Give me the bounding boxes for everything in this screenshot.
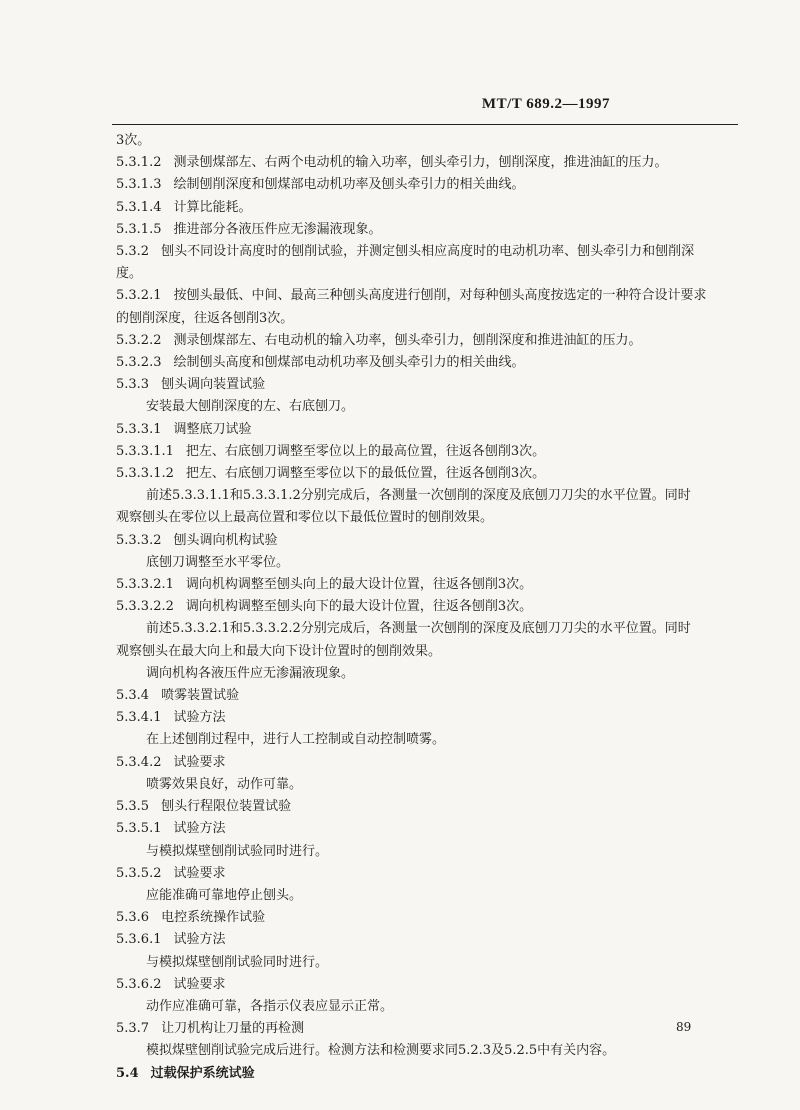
clause-text: 前述5.3.3.2.1和5.3.3.2.2分别完成后，各测量一次刨削的深度及底刨刀刀尖的水平位置。同时 xyxy=(146,621,691,637)
clause-number: 5.3.5.1 xyxy=(116,821,162,837)
clause-number: 5.3.3.1.2 xyxy=(116,466,174,482)
clause-text: 电控系统操作试验 xyxy=(161,910,266,926)
clause-line xyxy=(116,530,742,552)
clause-number: 5.3.1.5 xyxy=(116,221,162,237)
text-line xyxy=(116,663,742,685)
clause-number: 5.4 xyxy=(116,1065,139,1081)
clause-text: 动作应准确可靠，各指示仪表应显示正常。 xyxy=(146,998,394,1014)
clause-text: 安装最大刨削深度的左、右底刨刀。 xyxy=(146,399,355,415)
clause-number: 5.3.2 xyxy=(116,244,150,260)
clause-number: 5.3.7 xyxy=(116,1021,150,1037)
header-rule xyxy=(112,124,738,125)
text-line xyxy=(116,885,742,907)
clause-text: 把左、右底刨刀调整至零位以下的最低位置，往返各刨削3次。 xyxy=(185,466,546,482)
clause-number: 5.3.3 xyxy=(116,377,150,393)
clause-line xyxy=(116,1018,742,1040)
clause-text: 试验方法 xyxy=(173,710,226,726)
clause-text: 绘制刨削深度和刨煤部电动机功率及刨头牵引力的相关曲线。 xyxy=(173,177,525,193)
text-line xyxy=(116,618,742,640)
clause-line xyxy=(116,907,742,929)
clause-text: 度。 xyxy=(116,266,143,282)
clause-text: 调向机构各液压件应无渗漏液现象。 xyxy=(146,665,355,681)
clause-number: 5.3.1.2 xyxy=(116,155,162,171)
text-line xyxy=(116,507,742,529)
clause-text: 刨头调向机构试验 xyxy=(173,532,278,548)
text-line xyxy=(116,841,742,863)
text-line xyxy=(116,641,742,663)
clause-line xyxy=(116,419,742,441)
clause-number: 5.3.4.1 xyxy=(116,710,162,726)
text-line xyxy=(116,308,742,330)
text-line xyxy=(116,552,742,574)
clause-number: 5.3.2.1 xyxy=(116,288,162,304)
clause-number: 5.3.3.1.1 xyxy=(116,443,174,459)
text-line xyxy=(116,774,742,796)
clause-number: 5.3.3.2.1 xyxy=(116,577,174,593)
text-line xyxy=(116,485,742,507)
clause-text: 让刀机构让刀量的再检测 xyxy=(161,1021,305,1037)
clause-number: 5.3.4 xyxy=(116,688,150,704)
clause-text: 刨头行程限位装置试验 xyxy=(161,799,292,815)
clause-number: 5.3.6 xyxy=(116,910,150,926)
clause-text: 刨头不同设计高度时的刨削试验，并测定刨头相应高度时的电动机功率、刨头牵引力和刨削深 xyxy=(161,244,695,260)
clause-text: 调向机构调整至刨头向上的最大设计位置，往返各刨削3次。 xyxy=(185,577,533,593)
clause-text: 与模拟煤壁刨削试验同时进行。 xyxy=(146,954,329,970)
clause-text: 3次。 xyxy=(116,133,151,148)
clause-text: 推进部分各液压件应无渗漏液现象。 xyxy=(173,221,382,237)
clause-text: 喷雾效果良好，动作可靠。 xyxy=(146,776,303,792)
text-line xyxy=(116,263,742,285)
clause-line xyxy=(116,352,742,374)
clause-line xyxy=(116,752,742,774)
text-line xyxy=(116,952,742,974)
clause-text: 测录刨煤部左、右两个电动机的输入功率，刨头牵引力，刨削深度，推进油缸的压力。 xyxy=(173,155,668,171)
clause-text: 模拟煤壁刨削试验完成后进行。检测方法和检测要求同5.2.3及5.2.5中有关内容。 xyxy=(146,1043,616,1059)
text-line xyxy=(116,130,742,152)
clause-number: 5.3.5 xyxy=(116,799,150,815)
clause-text: 喷雾装置试验 xyxy=(161,688,240,704)
standard-code: MT/T 689.2—1997 xyxy=(481,96,610,112)
text-line xyxy=(116,396,742,418)
clause-line xyxy=(116,463,742,485)
clause-line xyxy=(116,863,742,885)
clause-number: 5.3.6.2 xyxy=(116,976,162,992)
clause-line xyxy=(116,796,742,818)
clause-text: 在上述刨削过程中，进行人工控制或自动控制喷雾。 xyxy=(146,732,446,748)
clause-number: 5.3.2.3 xyxy=(116,355,162,371)
clause-number: 5.3.1.4 xyxy=(116,199,162,215)
clause-line xyxy=(116,1063,742,1085)
clause-text: 观察刨头在最大向上和最大向下设计位置时的刨削效果。 xyxy=(116,643,442,659)
page-number: 89 xyxy=(676,1020,692,1034)
clause-number: 5.3.3.2.2 xyxy=(116,599,174,615)
clause-text: 试验要求 xyxy=(173,754,226,770)
clause-line xyxy=(116,330,742,352)
clause-text: 按刨头最低、中间、最高三种刨头高度进行刨削，对每种刨头高度按选定的一种符合设计要求 xyxy=(173,288,707,304)
clause-text: 应能准确可靠地停止刨头。 xyxy=(146,887,303,903)
clause-line xyxy=(116,374,742,396)
clause-number: 5.3.1.3 xyxy=(116,177,162,193)
clause-line xyxy=(116,818,742,840)
document-body xyxy=(116,130,742,1085)
clause-line xyxy=(116,441,742,463)
text-line xyxy=(116,1040,742,1062)
clause-line xyxy=(116,574,742,596)
clause-line xyxy=(116,241,742,263)
clause-text: 绘制刨头高度和刨煤部电动机功率及刨头牵引力的相关曲线。 xyxy=(173,355,525,371)
clause-line xyxy=(116,974,742,996)
clause-line xyxy=(116,685,742,707)
clause-number: 5.3.4.2 xyxy=(116,754,162,770)
clause-text: 前述5.3.3.1.1和5.3.3.1.2分别完成后，各测量一次刨削的深度及底刨刀刀尖的水平位置。同时 xyxy=(146,488,691,504)
clause-text: 的刨削深度，往返各刨削3次。 xyxy=(116,310,294,326)
clause-text: 刨头调向装置试验 xyxy=(161,377,266,393)
clause-line xyxy=(116,197,742,219)
clause-line xyxy=(116,219,742,241)
clause-text: 过载保护系统试验 xyxy=(150,1065,255,1081)
clause-line xyxy=(116,596,742,618)
clause-text: 计算比能耗。 xyxy=(173,199,252,215)
text-line xyxy=(116,729,742,751)
clause-text: 观察刨头在零位以上最高位置和零位以下最低位置时的刨削效果。 xyxy=(116,510,494,526)
text-line xyxy=(116,996,742,1018)
clause-text: 试验要求 xyxy=(173,976,226,992)
clause-number: 5.3.3.2 xyxy=(116,532,162,548)
clause-line xyxy=(116,174,742,196)
clause-text: 与模拟煤壁刨削试验同时进行。 xyxy=(146,843,329,859)
clause-line xyxy=(116,707,742,729)
clause-line xyxy=(116,285,742,307)
clause-text: 调整底刀试验 xyxy=(173,421,252,437)
clause-number: 5.3.3.1 xyxy=(116,421,162,437)
clause-number: 5.3.2.2 xyxy=(116,332,162,348)
clause-text: 试验方法 xyxy=(173,932,226,948)
clause-text: 调向机构调整至刨头向下的最大设计位置，往返各刨削3次。 xyxy=(185,599,533,615)
clause-number: 5.3.5.2 xyxy=(116,865,162,881)
clause-line xyxy=(116,929,742,951)
clause-number: 5.3.6.1 xyxy=(116,932,162,948)
clause-text: 测录刨煤部左、右电动机的输入功率，刨头牵引力，刨削深度和推进油缸的压力。 xyxy=(173,332,642,348)
clause-text: 底刨刀调整至水平零位。 xyxy=(146,554,290,570)
clause-text: 把左、右底刨刀调整至零位以上的最高位置，往返各刨削3次。 xyxy=(185,443,546,459)
clause-text: 试验要求 xyxy=(173,865,226,881)
clause-line xyxy=(116,152,742,174)
clause-text: 试验方法 xyxy=(173,821,226,837)
